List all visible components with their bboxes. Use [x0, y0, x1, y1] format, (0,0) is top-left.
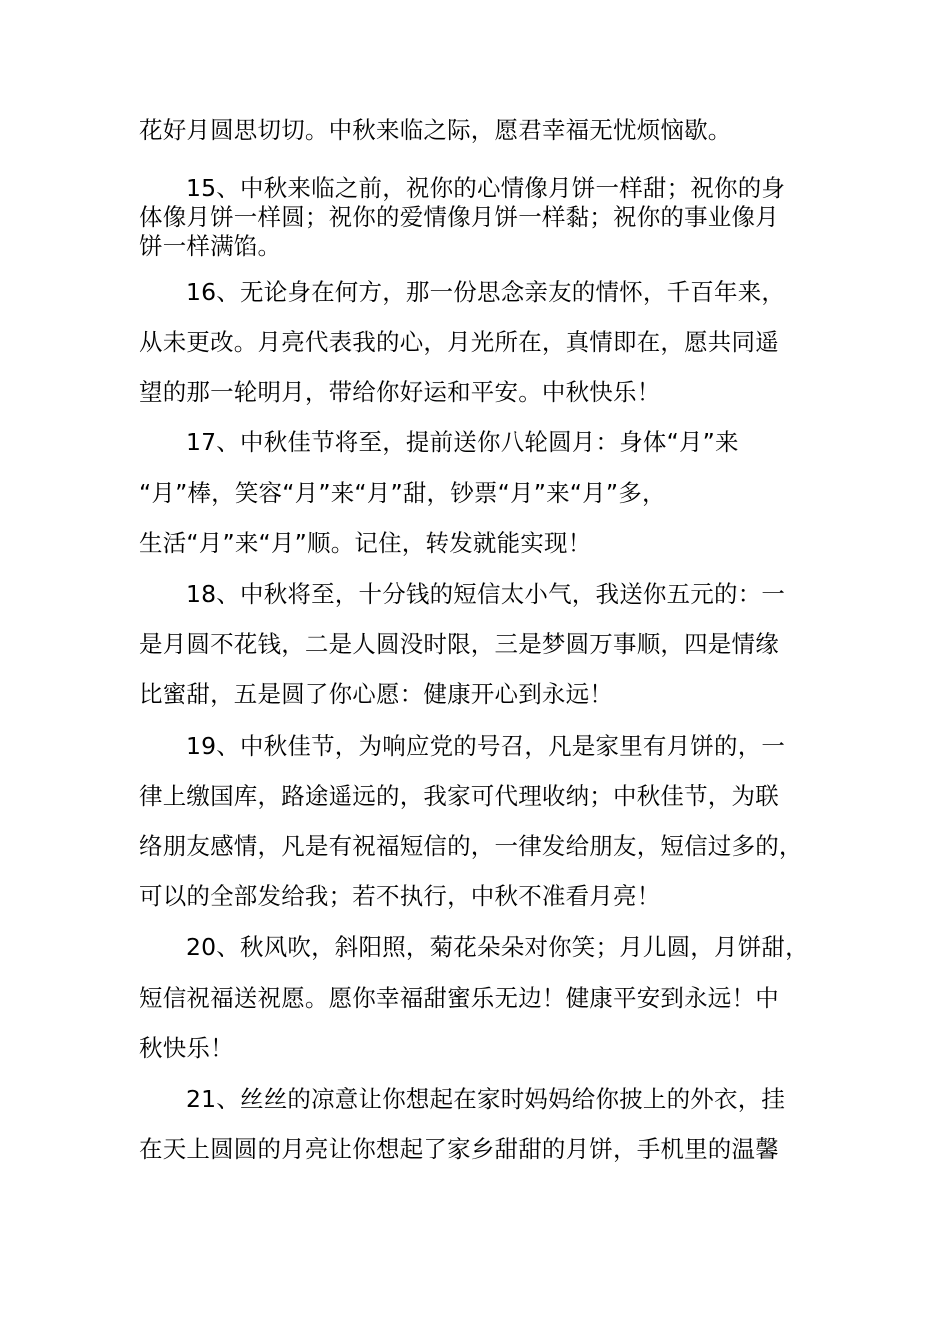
- text-line: 在天上圆圆的月亮让你想起了家乡甜甜的月饼，手机里的温馨: [139, 1135, 779, 1163]
- text-line: 20、秋风吹，斜阳照，菊花朵朵对你笑；月儿圆，月饼甜，: [186, 933, 809, 961]
- text-line: 17、中秋佳节将至，提前送你八轮圆月：身体“月”来: [186, 428, 739, 456]
- text-line: 秋快乐！: [139, 1034, 234, 1062]
- text-line: 15、中秋来临之前，祝你的心情像月饼一样甜；祝你的身: [186, 174, 786, 202]
- text-line: “月”棒，笑容“月”来“月”甜，钞票“月”来“月”多，: [139, 479, 666, 507]
- text-line: 饼一样满馅。: [139, 232, 282, 260]
- text-line: 律上缴国库，路途遥远的，我家可代理收纳；中秋佳节，为联: [139, 782, 779, 810]
- text-line: 18、中秋将至，十分钱的短信太小气，我送你五元的：一: [186, 580, 786, 608]
- text-line: 19、中秋佳节，为响应党的号召，凡是家里有月饼的，一: [186, 732, 786, 760]
- text-line: 16、无论身在何方，那一份思念亲友的情怀，千百年来，: [186, 278, 786, 306]
- text-line: 21、丝丝的凉意让你想起在家时妈妈给你披上的外衣，挂: [186, 1085, 786, 1113]
- text-line: 短信祝福送祝愿。愿你幸福甜蜜乐无边！健康平安到永远！中: [139, 984, 779, 1012]
- text-line: 体像月饼一样圆；祝你的爱情像月饼一样黏；祝你的事业像月: [139, 203, 779, 231]
- text-line: 比蜜甜，五是圆了你心愿：健康开心到永远！: [139, 680, 613, 708]
- text-line: 从未更改。月亮代表我的心，月光所在，真情即在，愿共同遥: [139, 328, 779, 356]
- text-line: 花好月圆思切切。中秋来临之际，愿君幸福无忧烦恼歇。: [139, 116, 732, 144]
- text-line: 可以的全部发给我；若不执行，中秋不准看月亮！: [139, 882, 661, 910]
- text-line: 是月圆不花钱，二是人圆没时限，三是梦圆万事顺，四是情缘: [139, 630, 779, 658]
- text-line: 生活“月”来“月”顺。记住，转发就能实现！: [139, 529, 592, 557]
- text-line: 络朋友感情，凡是有祝福短信的，一律发给朋友，短信过多的，: [139, 832, 803, 860]
- text-line: 望的那一轮明月，带给你好运和平安。中秋快乐！: [139, 378, 661, 406]
